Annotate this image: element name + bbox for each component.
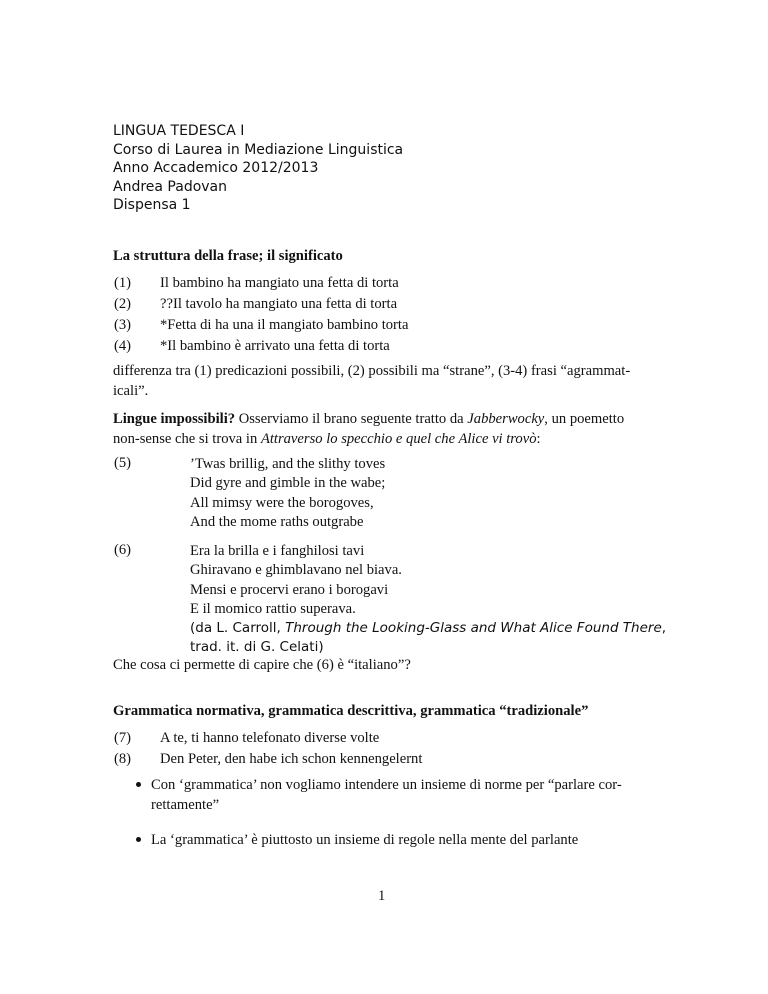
bullet-marker <box>134 835 142 843</box>
example-number: (6) <box>114 542 132 558</box>
citation-title: Through the Looking-Glass and What Alice Found There <box>285 620 662 637</box>
poem-line: Ghiravano e ghimblavano nel biava. <box>190 562 402 579</box>
example-number: (5) <box>114 455 132 471</box>
degree-program: Corso di Laurea in Mediazione Linguistica <box>113 141 404 158</box>
bullet-item <box>151 830 661 850</box>
course-title: LINGUA TEDESCA I <box>113 123 245 139</box>
example-sentence: Il bambino ha mangiato una fetta di torta <box>160 275 399 291</box>
poem-line: All mimsy were the borogoves, <box>190 494 374 511</box>
example-sentence: A te, ti hanno telefonato diverse volte <box>160 730 380 746</box>
poem-line: ’Twas brillig, and the slithy toves <box>190 456 386 472</box>
work-title: Attraverso lo specchio e quel che Alice vi trovò <box>260 431 537 447</box>
section-title: Grammatica normativa, grammatica descrittiva, grammatica “tradizionale” <box>113 703 589 719</box>
bullet-item <box>151 775 661 815</box>
example-number: (2) <box>114 296 132 312</box>
section-title: La struttura della frase; il significato <box>113 248 343 264</box>
example-number: (7) <box>114 730 132 746</box>
example-number: (3) <box>114 317 132 333</box>
example-sentence: Den Peter, den habe ich schon kennengelernt <box>160 751 423 767</box>
example-sentence: *Il bambino è arrivato una fetta di torta <box>160 338 390 354</box>
poem-line: Mensi e procervi erano i borogavi <box>190 581 389 598</box>
example-number: (8) <box>114 751 132 767</box>
paragraph-line: icali”. <box>113 383 149 399</box>
section-title: Lingue impossibili? <box>113 411 236 427</box>
citation-text: (da L. Carroll, <box>190 620 286 637</box>
poem-english <box>190 455 385 532</box>
paragraph-intro <box>113 409 658 449</box>
bullet-line: La ‘grammatica’ è piuttosto un insieme di regole nella mente del parlante <box>151 832 579 848</box>
poem-line: And the mome raths outgrabe <box>190 513 364 530</box>
academic-year: Anno Accademico 2012/2013 <box>113 160 319 176</box>
intro-text: , un poemetto <box>544 411 625 427</box>
paragraph-differences <box>113 361 658 401</box>
handout-number: Dispensa 1 <box>113 197 191 213</box>
poem-italian <box>190 542 666 658</box>
poem-line: Era la brilla e i fanghilosi tavi <box>190 543 365 559</box>
poem-line: E il momico rattio superava. <box>190 600 356 617</box>
citation-translator: trad. it. di G. Celati) <box>190 639 324 656</box>
paragraph-line: differenza tra (1) predicazioni possibili, (2) possibili ma “strane”, (3-4) frasi “agrammat- <box>113 363 631 379</box>
bullet-marker <box>134 780 142 788</box>
document-header <box>113 122 403 215</box>
question-text: Che cosa ci permette di capire che (6) è “italiano”? <box>113 657 411 673</box>
example-number: (1) <box>114 275 132 291</box>
bullet-line: Con ‘grammatica’ non vogliamo intendere un insieme di norme per “parlare cor- <box>151 777 622 793</box>
intro-text: : <box>536 431 541 447</box>
citation <box>190 619 666 638</box>
work-title: Jabberwocky <box>467 411 545 427</box>
intro-text: non-sense che si trova in <box>113 431 258 447</box>
poem-line: Did gyre and gimble in the wabe; <box>190 475 386 492</box>
bullet-line: rettamente” <box>151 797 220 813</box>
example-sentence: ??Il tavolo ha mangiato una fetta di torta <box>160 296 398 312</box>
intro-text: Osserviamo il brano seguente tratto da <box>238 411 464 427</box>
citation-text: , <box>661 620 667 637</box>
author-name: Andrea Padovan <box>113 178 228 195</box>
page-number: 1 <box>378 888 386 904</box>
example-number: (4) <box>114 338 132 354</box>
example-sentence: *Fetta di ha una il mangiato bambino torta <box>160 317 409 333</box>
